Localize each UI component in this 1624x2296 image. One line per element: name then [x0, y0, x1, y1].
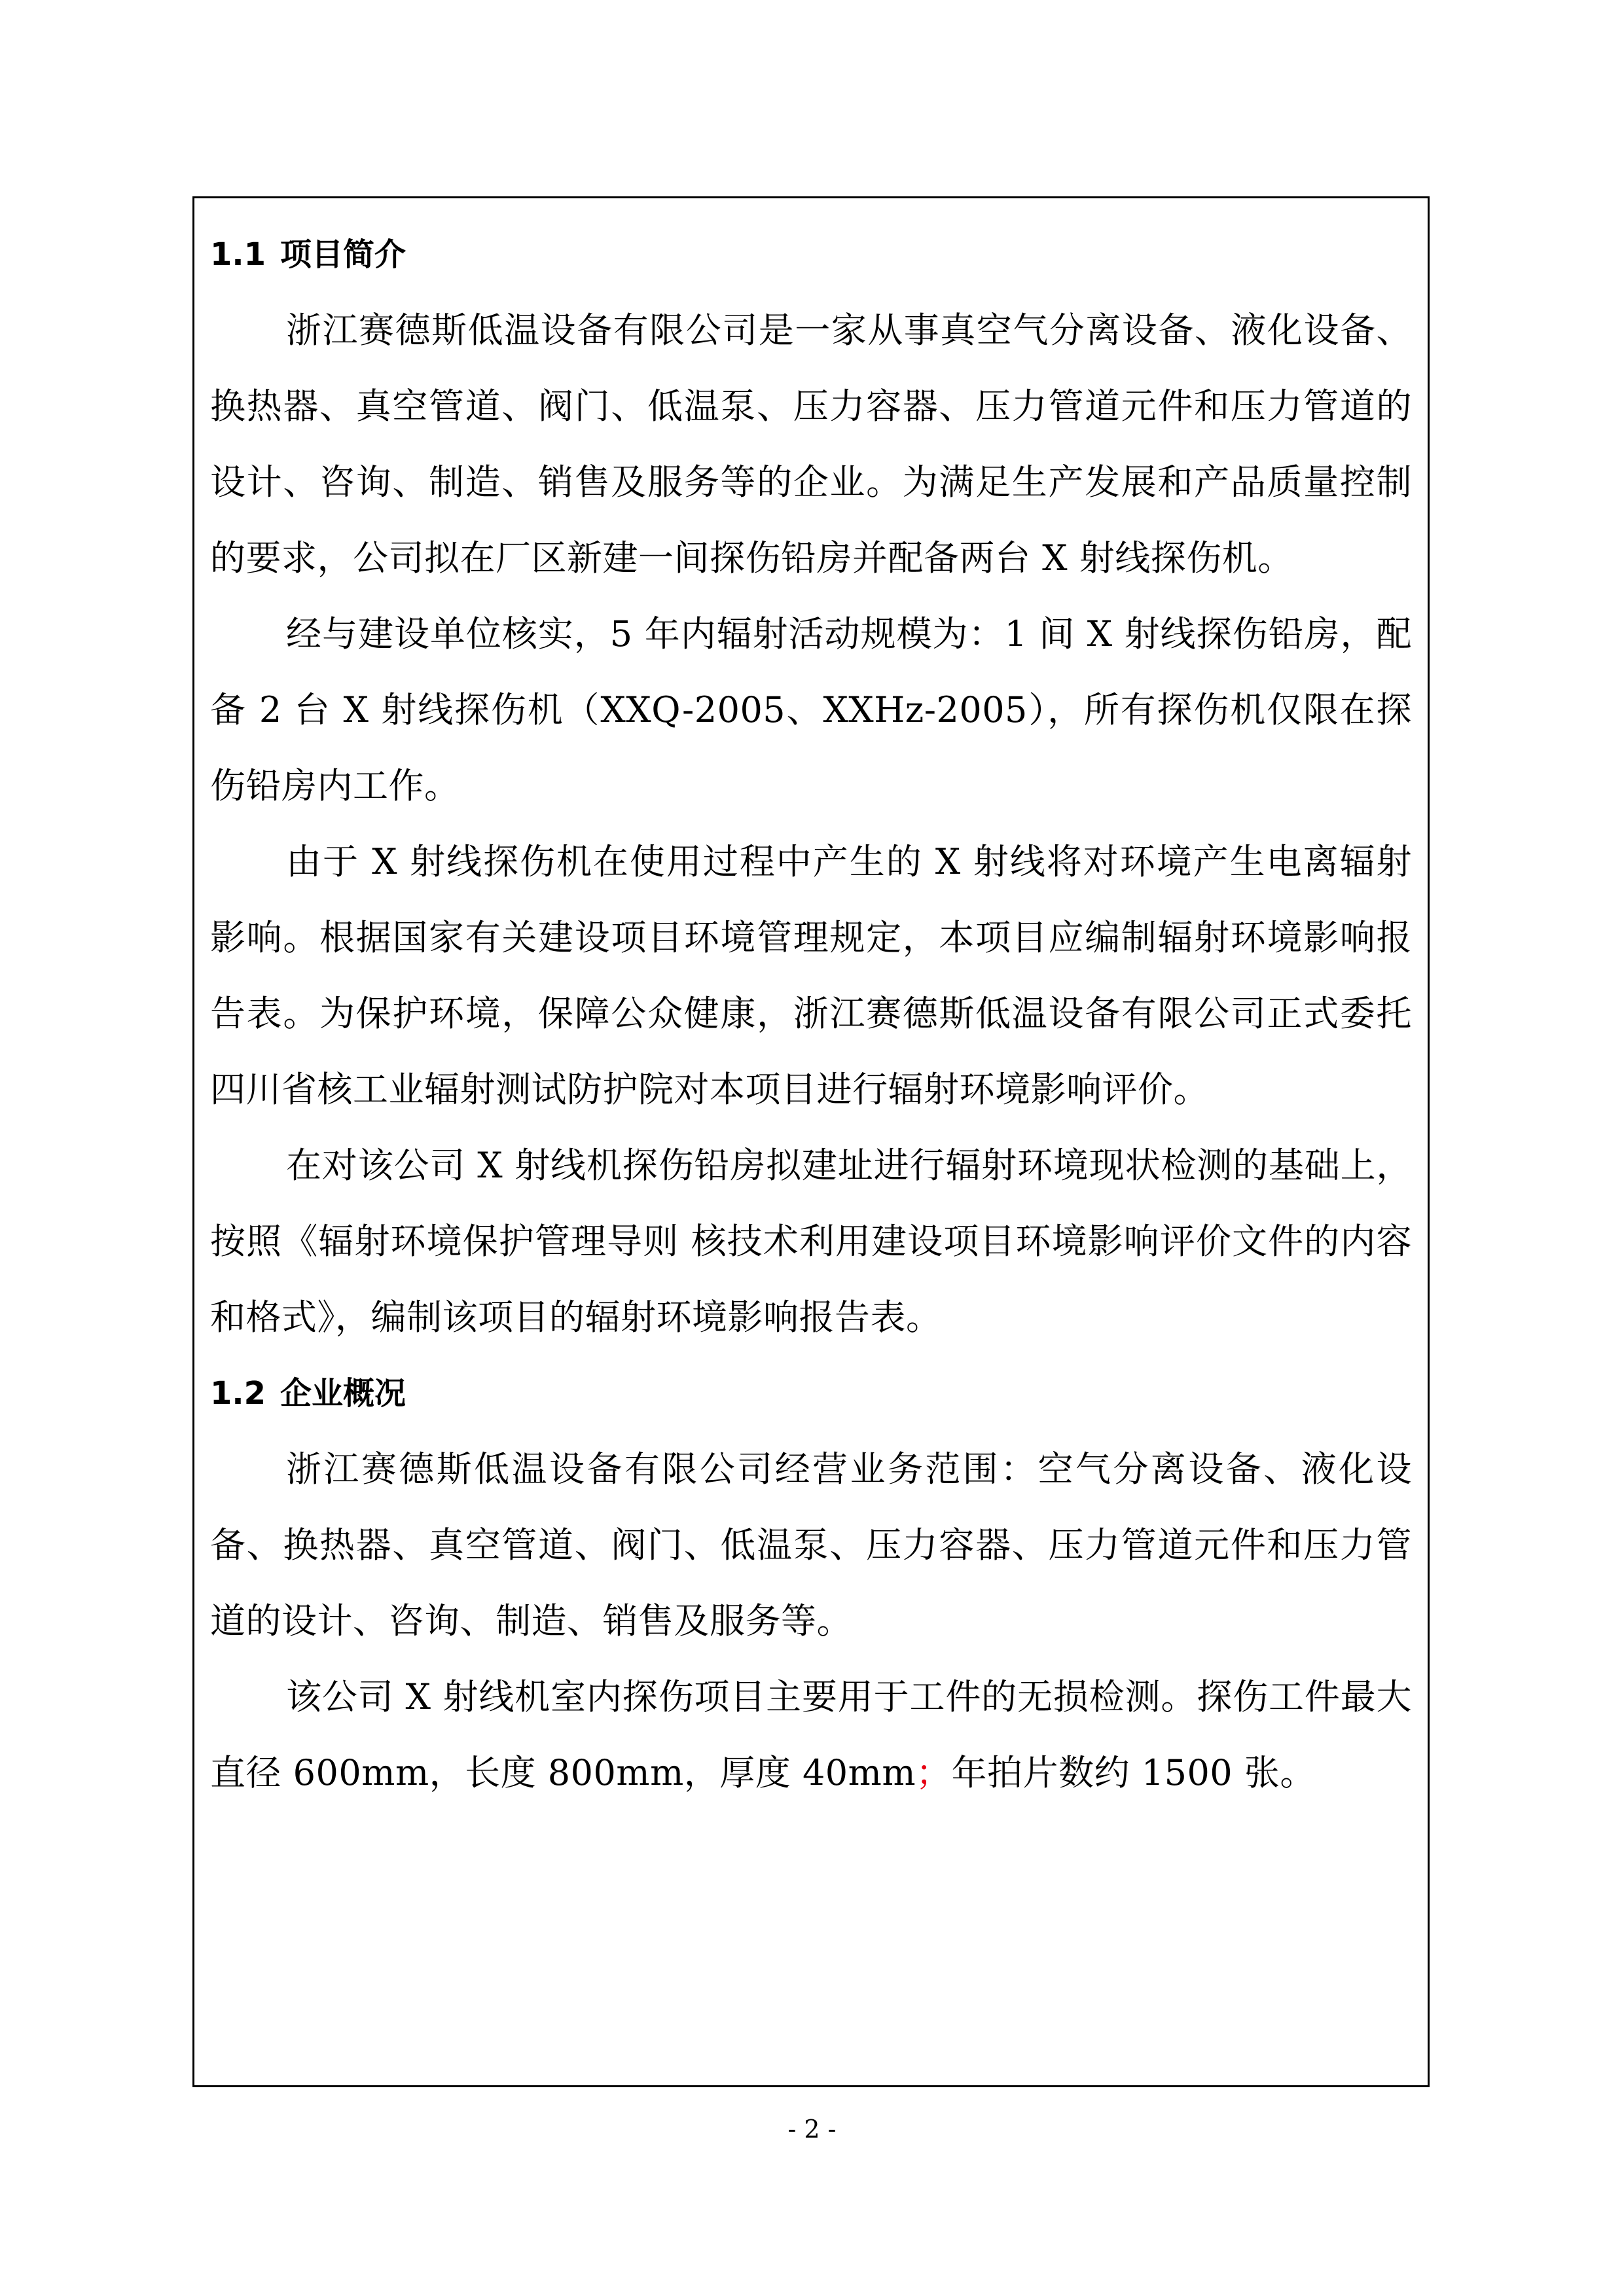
paragraph: 在对该公司 X 射线机探伤铅房拟建址进行辐射环境现状检测的基础上，按照《辐射环境保护管理导则 核技术利用建设项目环境影响评价文件的内容和格式》，编制该项目的辐射环境影响报告表。 [210, 1145, 1412, 1338]
section-number: 1.1 [210, 236, 266, 273]
paragraph-text: 该公司 X 射线机室内探伤项目主要用于工件的无损检测。探伤工件最大直径 600mm，长度 800mm，厚度 40mm [210, 1676, 1412, 1793]
section-heading-1-1 [210, 217, 1412, 293]
section-title: 企业概况 [280, 1375, 406, 1412]
highlighted-semicolon: ； [916, 1752, 952, 1793]
paragraph [210, 1659, 1412, 1811]
content-frame [192, 196, 1430, 2087]
section-title: 项目简介 [280, 236, 406, 273]
paragraph: 经与建设单位核实，5 年内辐射活动规模为：1 间 X 射线探伤铅房，配备 2 台 X 射线探伤机（XXQ-2005、XXHz-2005），所有探伤机仅限在探伤铅房内工作。 [210, 613, 1412, 806]
paragraph: 由于 X 射线探伤机在使用过程中产生的 X 射线将对环境产生电离辐射影响。根据国家有关建设项目环境管理规定，本项目应编制辐射环境影响报告表。为保护环境，保障公众健康，浙江赛德斯低温设备有限公司正式委托四川省核工业辐射测试防护院对本项目进行辐射环境影响评价。 [210, 841, 1412, 1110]
page-number: - 2 - [787, 2115, 837, 2144]
section-number: 1.2 [210, 1375, 266, 1412]
paragraph: 浙江赛德斯低温设备有限公司经营业务范围：空气分离设备、液化设备、换热器、真空管道、阀门、低温泵、压力容器、压力管道元件和压力管道的设计、咨询、制造、销售及服务等。 [210, 1448, 1412, 1641]
paragraph: 浙江赛德斯低温设备有限公司是一家从事真空气分离设备、液化设备、换热器、真空管道、阀门、低温泵、压力容器、压力管道元件和压力管道的设计、咨询、制造、销售及服务等的企业。为满足生产发展和产品质量控制的要求，公司拟在厂区新建一间探伤铅房并配备两台 X 射线探伤机。 [210, 310, 1412, 579]
paragraph-text: 年拍片数约 1500 张。 [951, 1752, 1316, 1793]
section-heading-1-2 [210, 1355, 1412, 1431]
